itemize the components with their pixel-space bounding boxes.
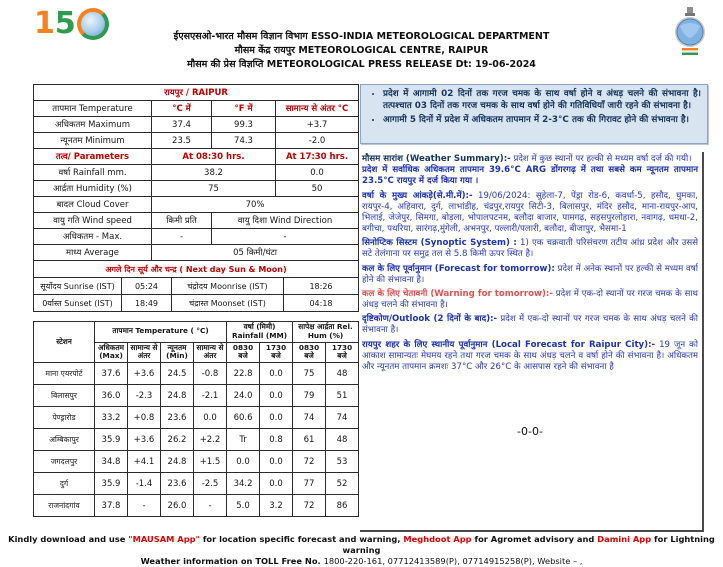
cloud-label: बादल Cloud Cover <box>34 197 152 213</box>
advisory-highlights-box <box>360 84 708 144</box>
humidity-label: आर्द्रता Humidity (%) <box>34 181 152 197</box>
warning-heading: कल के लिए चेतावनी (Warning for tomorrow):- <box>362 288 553 299</box>
synoptic-heading: सिनोप्टिक सिस्टम (Synoptic System) : <box>362 238 517 249</box>
weather-summary: मौसम सारांश (Weather Summary):- प्रदेश में कुछ स्थानों पर हल्की से मध्यम वर्षा दर्ज की गयी। प्रदेश में सर्वाधिक अधिकतम तापमान 39.6°C ARG डोंगरगढ़ में तथा सबसे कम न्यूनतम तापमान 23.5°C रायपुर में दर्ज किया गया । <box>362 154 698 187</box>
table-row: अम्बिकापुर 35.9 +3.6 26.2 +2.2 Tr 0.8 61 48 <box>34 429 359 451</box>
moonset-label: चंद्रास्त Moonset (IST) <box>172 295 284 312</box>
table-row: जगदलपुर 34.8 +4.1 24.8 +1.5 0.0 0.0 72 53 <box>34 451 359 473</box>
rainfall-figures-heading: वर्षा के मुख्य आंकड़े(से.मी.में):- <box>362 190 473 201</box>
sub-header: अधिकतम (Max) <box>95 342 128 363</box>
sub-header: सामान्य से अंतर <box>194 342 227 363</box>
synoptic-system: सिनोप्टिक सिस्टम (Synoptic System) : 1) एक चक्रवाती परिसंचरण तटीय आंध्र प्रदेश और उससे सटे तेलंगाना पर समुद्र तल से 5.8 किमी ऊपर स्थित है। <box>362 238 698 260</box>
outlook: दृष्टिकोण/Outlook (2 दिनों के बाद):- प्रदेश में एक-दो स्थानों पर गरज चमक के साथ अंधड़ चलने की संभावना है। <box>362 314 698 336</box>
damini-app-label: Damini App <box>597 534 652 544</box>
sub-header: 1730 बजे <box>326 342 359 363</box>
release-title-date: मौसम की प्रेस विज्ञप्ति METEOROLOGICAL PRESS RELEASE Dt: 19-06-2024 <box>187 59 536 70</box>
highlight-bullet: • आगामी 5 दिनों में प्रदेश में अधिकतम तापमान में 2-3°C तक की गिरावट होने की संभावना है। <box>383 115 701 127</box>
station-name: राजनांदगांव <box>34 495 95 517</box>
station-name: बिलासपुर <box>34 385 95 407</box>
rainfall-figures: वर्षा के मुख्य आंकड़े(से.मी.में):- 19/06/2024: सुहेला-7, पेंड्रा रोड-6, कवर्धा-5, हसौद, घुमका, रायपुर-4, अहिवारा, दुर्ग, लाभांडीह, चंद्रपुर,रायपुर सिटी-3, बिलासपुर, मंदिर हसौद, माना-रायपुर-आप, भिलाई, जेजेपुर, सिमगा, बोड़ला, भोपालपटनम, बलौदा बाजार, पामगढ़, सहसपुरलोहारा, नवागढ़, धमधा-2, बगीचा, पथरिया, सारंगढ़,मुंगेली, अभनपुर, पल्लारी/पलारी, बलौदा, बीजापुर, भैसमा-1 <box>362 190 698 235</box>
sunrise-time: 05:24 <box>122 278 172 295</box>
table-row: दुर्ग 35.9 -1.4 23.6 -2.5 34.2 0.0 77 52 <box>34 473 359 495</box>
time-1730: At 17:30 hrs. <box>276 149 359 165</box>
col-fahrenheit: °F में <box>212 101 276 117</box>
sub-header: 0830 बजे <box>227 342 260 363</box>
end-mark: -0-0- <box>517 425 543 439</box>
moonrise-label: चंद्रोदय Moonrise (IST) <box>172 278 284 295</box>
sub-header: 0830 बजे <box>293 342 326 363</box>
forecast-text-panel <box>360 152 704 532</box>
table-row: राजनांदगांव 37.8 - 26.0 - 5.0 3.2 72 86 <box>34 495 359 517</box>
min-diff: -2.0 <box>276 133 359 149</box>
forecast-tomorrow: कल के लिए पूर्वानुमान (Forecast for tomorrow): प्रदेश में अनेक स्थानों पर हल्की से मध्यम वर्षा होने की संभावना है। <box>362 263 698 285</box>
wind-max-label: अधिकतम - Max. <box>34 229 152 245</box>
rainfall-1730: 0.0 <box>276 165 359 181</box>
stations-table <box>33 321 359 517</box>
forecast-heading: कल के लिए पूर्वानुमान (Forecast for tomorrow): <box>362 263 555 274</box>
station-name: दुर्ग <box>34 473 95 495</box>
footer <box>0 534 723 567</box>
sub-header: 1730 बजे <box>260 342 293 363</box>
sunset-time: 18:49 <box>122 295 172 312</box>
cloud-value: 70% <box>152 197 359 213</box>
logo-digit-5: 5 <box>54 6 76 41</box>
weather-summary-heading: मौसम सारांश (Weather Summary):- <box>362 154 511 164</box>
wind-max-value: - <box>152 229 212 245</box>
wind-avg-label: माध्य Average <box>34 245 152 261</box>
sub-header: सामान्य से अंतर <box>128 342 161 363</box>
imd-150-years-logo <box>34 8 109 40</box>
mausam-app-label: "MAUSAM App" <box>128 534 200 544</box>
station-col-header: स्टेशन <box>34 322 95 363</box>
wind-max-dir: - <box>212 229 359 245</box>
table-title: रायपुर / RAIPUR <box>34 85 359 101</box>
col-departure: सामान्य से अंतर °C <box>276 101 359 117</box>
table-row: बिलासपुर 36.0 -2.3 24.8 -2.1 24.0 0.0 79 51 <box>34 385 359 407</box>
moonrise-time: 18:26 <box>284 278 359 295</box>
sub-header: न्यूनतम (Min) <box>161 342 194 363</box>
warning-tomorrow: कल के लिए चेतावनी (Warning for tomorrow):- प्रदेश में एक-दो स्थानों पर गरज चमक के साथ अंधड़ चलने की संभावना है। <box>362 288 698 311</box>
temp-group-header: तापमान Temperature ( °C) <box>95 322 227 343</box>
rainfall-label: वर्षा Rainfall mm. <box>34 165 152 181</box>
min-c: 23.5 <box>152 133 212 149</box>
wind-speed-label: वायु गति Wind speed <box>34 213 152 229</box>
max-diff: +3.7 <box>276 117 359 133</box>
centre-name: मौसम केंद्र रायपुर METEOROLOGICAL CENTRE, RAIPUR <box>234 45 489 56</box>
min-f: 74.3 <box>212 133 276 149</box>
max-min-temp-highlight: प्रदेश में सर्वाधिक अधिकतम तापमान 39.6°C ARG डोंगरगढ़ में तथा सबसे कम न्यूनतम तापमान 23.5°C रायपुर में दर्ज किया गया । <box>362 165 698 187</box>
station-name: जगदलपुर <box>34 451 95 473</box>
raipur-summary-table <box>33 84 359 261</box>
table-row: पेण्ड्रारोड 33.2 +0.8 23.6 0.0 60.6 0.0 74 74 <box>34 407 359 429</box>
temp-label: तापमान Temperature <box>34 101 152 117</box>
station-name: अम्बिकापुर <box>34 429 95 451</box>
station-name: माना एयरपोर्ट <box>34 363 95 385</box>
sunrise-label: सूर्योदय Sunrise (IST) <box>34 278 122 295</box>
max-c: 37.4 <box>152 117 212 133</box>
footer-apps-line: Kindly download and use "MAUSAM App" for location specific forecast and warning, Meghdoot App for Agromet advisory and Damini App for Lightning warning <box>8 534 715 555</box>
sun-moon-header: अगले दिन सूर्य और चन्द्र ( Next day Sun & Moon) <box>34 261 359 278</box>
observation-tables <box>33 84 358 517</box>
sun-moon-table <box>33 260 359 312</box>
wind-avg-value: 05 किमी/घंटा <box>152 245 359 261</box>
logo-digit-1: 1 <box>34 6 55 41</box>
rain-group-header: वर्षा (मिमी) Rainfall (MM) <box>227 322 293 343</box>
humidity-1730: 50 <box>276 181 359 197</box>
wind-unit: किमी प्रति <box>152 213 212 229</box>
station-name: पेण्ड्रारोड <box>34 407 95 429</box>
highlight-bullet: • प्रदेश में आगामी 02 दिनों तक गरज चमक के साथ वर्षा होने व अंधड़ चलने की संभावना है। तत्पश्चात 03 दिनों तक गरज चमक के साथ वर्षा होने की गतिविधियाँ जारी रहने की संभावना है। <box>383 89 701 112</box>
department-name: ईएसएसओ-भारत मौसम विज्ञान विभाग ESSO-INDIA METEOROLOGICAL DEPARTMENT <box>173 31 550 42</box>
max-f: 99.3 <box>212 117 276 133</box>
header-title-block <box>100 30 623 72</box>
hum-group-header: सापेक्ष आर्द्रता Rel. Hum (%) <box>293 322 359 343</box>
local-forecast-raipur: रायपुर शहर के लिए स्थानीय पूर्वानुमान (Local Forecast for Raipur City):- 19 जून को आकाश सामान्यतः मेघमय रहने तथा गरज चमक के साथ अंधड़ चलने व वर्षा होने की संभावना है। अधिकतम और न्यूनतम तापमान क्रमशः 37°C और 26°C के आसपास रहने की संभावना है <box>362 339 698 372</box>
meghdoot-app-label: Meghdoot App <box>403 534 472 544</box>
imd-emblem-logo <box>672 6 708 64</box>
moonset-time: 04:18 <box>284 295 359 312</box>
time-0830: At 08:30 hrs. <box>152 149 276 165</box>
local-forecast-heading: रायपुर शहर के लिए स्थानीय पूर्वानुमान (Local Forecast for Raipur City):- <box>362 339 656 350</box>
sunset-label: 0र्यास्त Sunset (IST) <box>34 295 122 312</box>
col-celsius: °C में <box>152 101 212 117</box>
rainfall-0830: 38.2 <box>152 165 276 181</box>
max-label: अधिकतम Maximum <box>34 117 152 133</box>
footer-tollfree-line: Weather information on TOLL Free No. 1800-220-161, 07712413589(P), 07714915258(P), Website – , <box>140 556 583 566</box>
humidity-0830: 75 <box>152 181 276 197</box>
table-row: माना एयरपोर्ट 37.6 +3.6 24.5 -0.8 22.8 0.0 75 48 <box>34 363 359 385</box>
wind-direction-label: वायु दिशा Wind Direction <box>212 213 359 229</box>
min-label: न्यूनतम Minimum <box>34 133 152 149</box>
params-label: तत्व/ Parameters <box>34 149 152 165</box>
outlook-heading: दृष्टिकोण/Outlook (2 दिनों के बाद):- <box>362 314 498 325</box>
